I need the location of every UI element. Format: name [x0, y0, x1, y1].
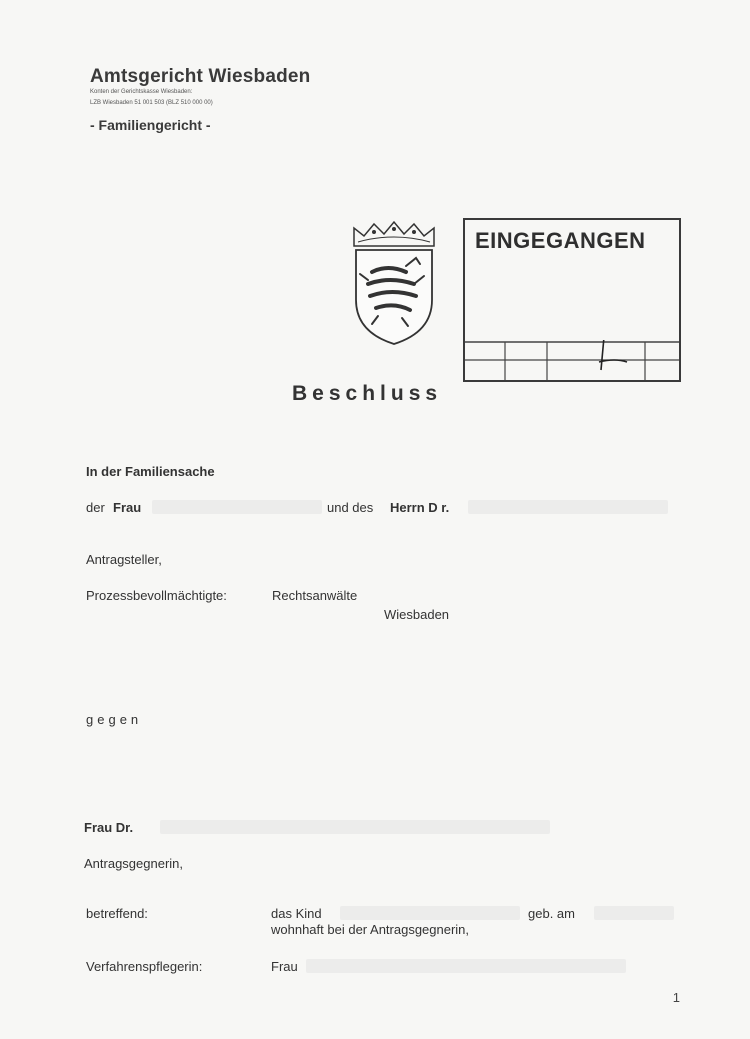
concerning-value: das Kind: [271, 906, 322, 921]
stamp-date-grid: [465, 340, 679, 380]
document-title: Beschluss: [292, 382, 443, 405]
case-intro: In der Familiensache: [86, 464, 215, 479]
party1-prefix: der: [86, 500, 105, 515]
received-stamp: [463, 218, 681, 382]
counsel-value: Rechtsanwälte: [272, 588, 358, 603]
coat-of-arms-icon: [348, 220, 440, 346]
party1-role: Antragsteller,: [86, 552, 162, 567]
account-line-1: Konten der Gerichtskasse Wiesbaden:: [90, 89, 193, 95]
counsel-city: Wiesbaden: [384, 607, 450, 622]
born-label: geb. am: [528, 906, 575, 921]
party1-connector: und des: [327, 500, 374, 515]
party1-title: Frau: [113, 500, 142, 515]
respondent-role: Antragsgegnerin,: [84, 856, 184, 871]
page-number: 1: [672, 990, 680, 1005]
concerning-label: betreffend:: [86, 906, 148, 921]
counsel-label: Prozessbevollmächtigte:: [86, 588, 227, 603]
guardian-value: Frau: [271, 959, 298, 974]
versus: gegen: [86, 712, 143, 727]
party2-title: Herrn D r.: [390, 500, 450, 515]
guardian-label: Verfahrenspflegerin:: [86, 959, 203, 974]
court-name: Amtsgericht Wiesbaden: [90, 66, 311, 87]
redacted-name: [306, 959, 626, 973]
redacted-name: [340, 906, 520, 920]
redacted-name: [152, 500, 322, 514]
residence: wohnhaft bei der Antragsgegnerin,: [271, 922, 470, 937]
redacted-date: [594, 906, 674, 920]
court-division: - Familiengericht -: [90, 117, 211, 133]
stamp-label: EINGEGANGEN: [475, 228, 646, 253]
redacted-name: [160, 820, 550, 834]
redacted-name: [468, 500, 668, 514]
respondent-title: Frau Dr.: [84, 820, 134, 835]
account-line-2: LZB Wiesbaden 51 001 503 (BLZ 510 000 00): [90, 100, 213, 106]
